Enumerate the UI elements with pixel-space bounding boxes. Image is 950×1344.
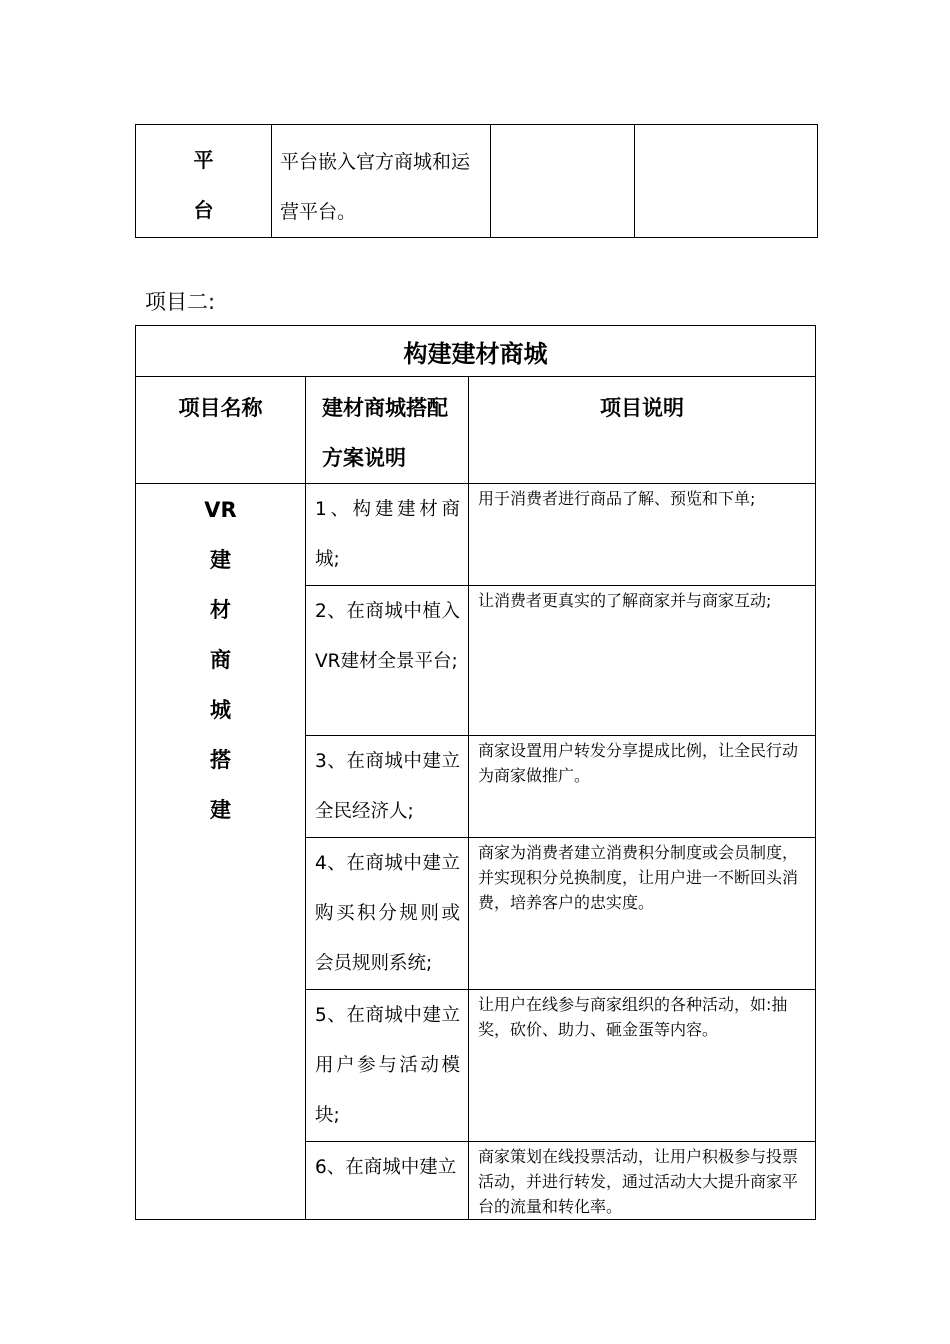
header-solution-text: 建材商城搭配方案说明 bbox=[322, 396, 448, 470]
explanation-cell bbox=[469, 484, 816, 586]
solution-cell bbox=[306, 838, 469, 990]
header-project-name-text: 项目名称 bbox=[178, 396, 263, 420]
solution-text: 5、在商城中建立用户参与活动模块; bbox=[315, 1005, 460, 1126]
header-explanation-text: 项目说明 bbox=[600, 396, 684, 420]
platform-name: 平台 bbox=[193, 148, 214, 222]
explanation-text: 让用户在线参与商家组织的各种活动，如:抽奖，砍价、助力、砸金蛋等内容。 bbox=[478, 995, 788, 1039]
explanation-text: 商家策划在线投票活动，让用户积极参与投票活动，并进行转发，通过活动大大提升商家平台的流量和转化率。 bbox=[478, 1147, 799, 1216]
solution-cell bbox=[306, 1142, 469, 1220]
header-project-name bbox=[136, 377, 306, 484]
solution-text: 3、在商城中建立全民经济人; bbox=[315, 751, 460, 822]
solution-cell bbox=[306, 484, 469, 586]
solution-cell bbox=[306, 990, 469, 1142]
mall-build-table bbox=[135, 325, 816, 1220]
project-name-cell bbox=[136, 484, 306, 1220]
explanation-cell bbox=[469, 1142, 816, 1220]
table-title-row bbox=[136, 326, 816, 377]
header-solution bbox=[306, 377, 469, 484]
explanation-text: 商家设置用户转发分享提成比例，让全民行动为商家做推广。 bbox=[478, 741, 799, 785]
solution-text: 1、构建建材商城; bbox=[315, 499, 460, 570]
table-row bbox=[136, 484, 816, 586]
platform-table bbox=[135, 124, 818, 238]
explanation-cell bbox=[469, 838, 816, 990]
section-label: 项目二: bbox=[145, 290, 216, 314]
table-header-row bbox=[136, 377, 816, 484]
solution-text: 4、在商城中建立购买积分规则或会员规则系统; bbox=[315, 853, 460, 974]
empty-cell bbox=[635, 125, 818, 238]
table-row bbox=[136, 125, 818, 238]
explanation-text: 让消费者更真实的了解商家并与商家互动; bbox=[478, 591, 772, 610]
table-title: 构建建材商城 bbox=[136, 326, 816, 377]
header-explanation bbox=[469, 377, 816, 484]
explanation-cell bbox=[469, 586, 816, 736]
explanation-cell bbox=[469, 990, 816, 1142]
empty-cell bbox=[491, 125, 635, 238]
solution-cell bbox=[306, 586, 469, 736]
project-name: VR建材商城搭建 bbox=[204, 498, 237, 822]
explanation-text: 用于消费者进行商品了解、预览和下单; bbox=[478, 489, 756, 508]
explanation-cell bbox=[469, 736, 816, 838]
explanation-text: 商家为消费者建立消费积分制度或会员制度，并实现积分兑换制度，让用户进一不断回头消费，培养客户的忠实度。 bbox=[478, 843, 799, 912]
solution-cell bbox=[306, 736, 469, 838]
platform-description: 平台嵌入官方商城和运营平台。 bbox=[280, 151, 471, 223]
platform-description-cell bbox=[272, 125, 491, 238]
platform-name-cell bbox=[136, 125, 272, 238]
solution-text: 6、在商城中建立 bbox=[315, 1157, 457, 1178]
solution-text: 2、在商城中植入VR建材全景平台; bbox=[315, 601, 460, 672]
